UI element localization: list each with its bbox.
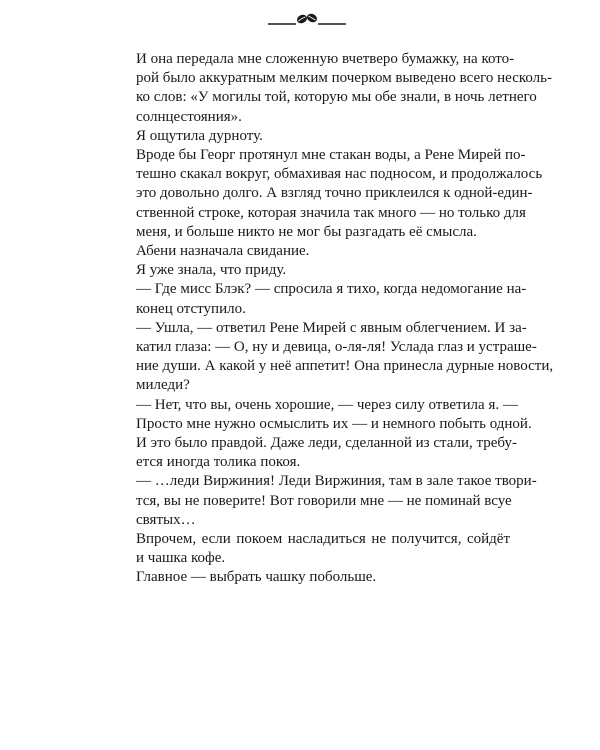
text-line: И это было правдой. Даже леди, сделанной из стали, требу-: [136, 435, 517, 452]
text-line: Главное — выбрать чашку побольше.: [136, 569, 377, 586]
text-line: тся, вы не поверите! Вот говорили мне — не поминай всуе: [136, 492, 512, 509]
text-line: это довольно долго. А взгляд точно приклеился к одной-един-: [136, 185, 533, 202]
paragraph: [118, 50, 553, 127]
paragraph: [118, 146, 543, 242]
paragraph: [118, 280, 527, 318]
text-line: Абени назначала свидание.: [136, 243, 310, 260]
text-line: ко слов: «У могилы той, которую мы обе знали, в ночь летнего: [136, 89, 537, 106]
text-line: Я уже знала, что приду.: [136, 262, 287, 279]
body-text: [118, 50, 554, 588]
text-line: миледи?: [136, 377, 190, 394]
text-line: — Где мисс Блэк? — спросила я тихо, когда недомогание на-: [136, 281, 527, 298]
coffee-beans-icon: [268, 12, 346, 26]
text-line: Вроде бы Георг протянул мне стакан воды, а Рене Мирей по-: [136, 147, 526, 164]
paragraph: [118, 530, 510, 568]
text-line: ственной строке, которая значила так много — но только для: [136, 204, 526, 221]
paragraph: [118, 261, 510, 280]
text-line: святых…: [136, 511, 196, 528]
text-line: конец отступило.: [136, 300, 246, 317]
text-line: катил глаза: — О, ну и девица, о-ля-ля! Услада глаз и устраше-: [136, 339, 537, 356]
text-line: рой было аккуратным мелким почерком выведено всего несколь-: [136, 70, 553, 87]
paragraph: [118, 242, 510, 261]
paragraph: [118, 434, 517, 472]
text-line: Я ощутила дурноту.: [136, 127, 263, 144]
text-line: и чашка кофе.: [136, 550, 226, 567]
paragraph: [118, 319, 554, 396]
paragraph: [118, 568, 510, 587]
text-line: ние души. А какой у неё аппетит! Она принесла дурные новости,: [136, 358, 554, 375]
text-line: — …леди Виржиния! Леди Виржиния, там в зале такое твори-: [136, 473, 537, 490]
text-line: Впрочем, если покоем насладиться не получится, сойдёт: [136, 531, 510, 548]
text-line: — Нет, что вы, очень хорошие, — через силу ответила я. —: [136, 396, 518, 413]
text-line: — Ушла, — ответил Рене Мирей с явным облегчением. И за-: [136, 319, 527, 336]
text-line: И она передала мне сложенную вчетверо бумажку, на кото-: [136, 51, 515, 67]
text-line: тешно скакал вокруг, обмахивая нас подносом, и продолжалось: [136, 166, 543, 183]
text-line: ется иногда толика покоя.: [136, 454, 301, 471]
text-line: Просто мне нужно осмыслить их — и немного побыть одной.: [136, 415, 532, 432]
text-line: меня, и больше никто не мог бы разгадать её смысла.: [136, 223, 477, 240]
paragraph: [118, 127, 510, 146]
text-line: солнцестояния».: [136, 108, 242, 125]
paragraph: [118, 396, 532, 434]
paragraph: [118, 472, 537, 530]
